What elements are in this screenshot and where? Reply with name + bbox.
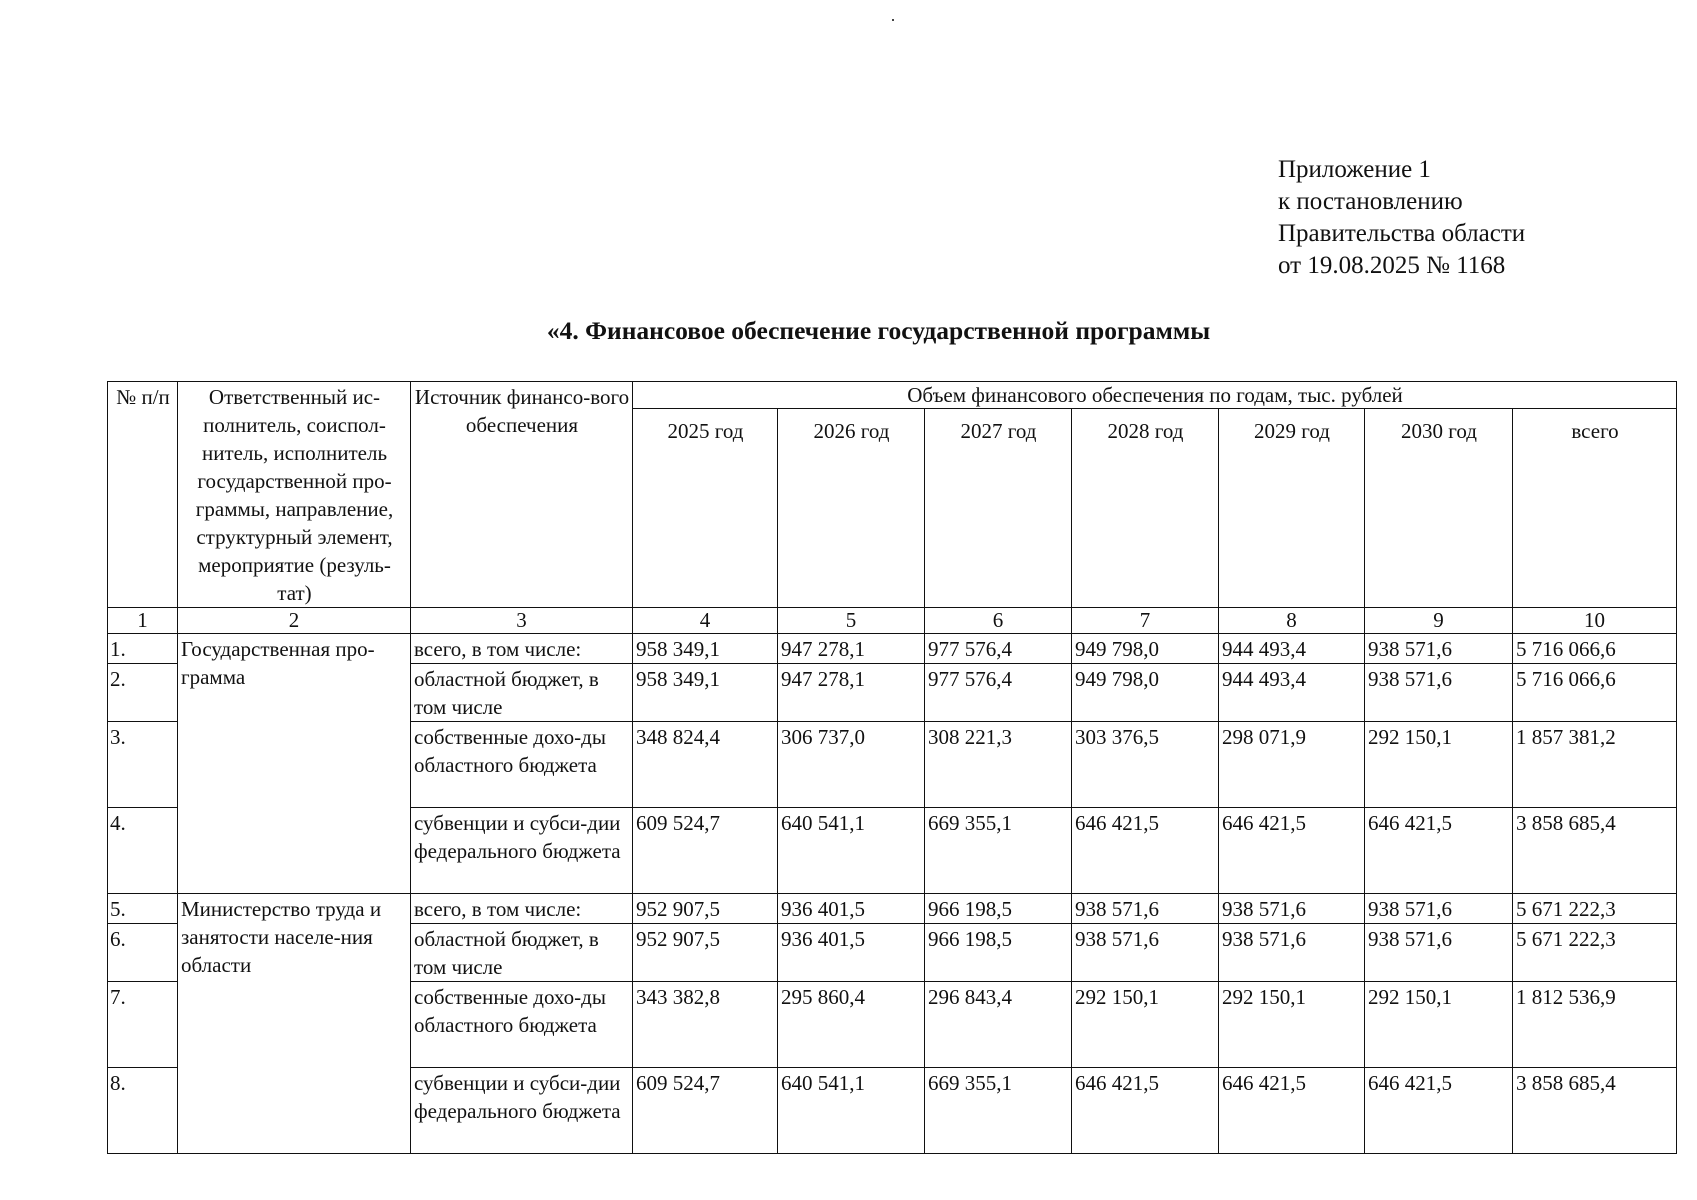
value-cell: 646 421,5 [1365,1068,1513,1154]
value-cell: 292 150,1 [1219,982,1365,1068]
source-cell: собственные дохо-ды областного бюджета [411,722,633,808]
value-cell: 646 421,5 [1219,808,1365,894]
column-number: 9 [1365,608,1513,634]
value-cell: 938 571,6 [1365,664,1513,722]
document-title: «4. Финансовое обеспечение государственной программы [546,316,1211,345]
value-cell: 308 221,3 [925,722,1072,808]
value-cell: 966 198,5 [925,924,1072,982]
value-cell: 938 571,6 [1219,924,1365,982]
value-cell: 646 421,5 [1365,808,1513,894]
value-cell: 640 541,1 [778,1068,925,1154]
value-cell: 977 576,4 [925,634,1072,664]
value-cell: 3 858 685,4 [1513,808,1677,894]
value-cell: 938 571,6 [1072,924,1219,982]
source-cell: субвенции и субси-дии федерального бюджета [411,1068,633,1154]
value-cell: 952 907,5 [633,924,778,982]
column-numbers-row [108,608,1677,634]
value-cell: 292 150,1 [1365,722,1513,808]
source-cell: областной бюджет, в том числе [411,924,633,982]
appendix-block [1278,154,1525,282]
executor-cell: Государственная про-грамма [178,634,411,894]
value-cell: 938 571,6 [1365,894,1513,924]
value-cell: 640 541,1 [778,808,925,894]
value-cell: 938 571,6 [1365,924,1513,982]
row-number: 8. [108,1068,178,1154]
appendix-line: от 19.08.2025 № 1168 [1278,252,1506,279]
value-cell: 292 150,1 [1072,982,1219,1068]
value-cell: 1 812 536,9 [1513,982,1677,1068]
header-cell-year: 2027 год [925,409,1072,608]
value-cell: 646 421,5 [1219,1068,1365,1154]
value-cell: 306 737,0 [778,722,925,808]
value-cell: 646 421,5 [1072,808,1219,894]
source-cell: субвенции и субси-дии федерального бюджета [411,808,633,894]
value-cell: 947 278,1 [778,664,925,722]
value-cell: 958 349,1 [633,634,778,664]
header-cell-executor: Ответственный ис-полнитель, соиспол-нитель, исполнитель государственной про-граммы, направление, структурный элемент, мероприятие (резуль-тат) [178,382,411,608]
value-cell: 295 860,4 [778,982,925,1068]
value-cell: 646 421,5 [1072,1068,1219,1154]
column-number: 5 [778,608,925,634]
column-number: 10 [1513,608,1677,634]
value-cell: 609 524,7 [633,808,778,894]
column-number: 4 [633,608,778,634]
value-cell: 949 798,0 [1072,664,1219,722]
value-cell: 5 671 222,3 [1513,894,1677,924]
value-cell: 669 355,1 [925,808,1072,894]
column-number: 7 [1072,608,1219,634]
source-cell: всего, в том числе: [411,894,633,924]
value-cell: 609 524,7 [633,1068,778,1154]
value-cell: 5 716 066,6 [1513,664,1677,722]
row-number: 3. [108,722,178,808]
header-cell-volume: Объем финансового обеспечения по годам, тыс. рублей [633,382,1677,409]
value-cell: 5 671 222,3 [1513,924,1677,982]
value-cell: 669 355,1 [925,1068,1072,1154]
header-cell-total: всего [1513,409,1677,608]
value-cell: 977 576,4 [925,664,1072,722]
value-cell: 947 278,1 [778,634,925,664]
value-cell: 936 401,5 [778,894,925,924]
value-cell: 938 571,6 [1219,894,1365,924]
column-number: 6 [925,608,1072,634]
column-number: 1 [108,608,178,634]
value-cell: 292 150,1 [1365,982,1513,1068]
row-number: 1. [108,634,178,664]
row-number: 6. [108,924,178,982]
financing-table [107,381,1677,1154]
value-cell: 938 571,6 [1072,894,1219,924]
header-row [108,382,1677,409]
value-cell: 3 858 685,4 [1513,1068,1677,1154]
column-number: 3 [411,608,633,634]
source-cell: областной бюджет, в том числе [411,664,633,722]
appendix-line: к постановлению [1278,188,1463,215]
header-cell-year: 2025 год [633,409,778,608]
column-number: 2 [178,608,411,634]
row-number: 5. [108,894,178,924]
header-cell-year: 2029 год [1219,409,1365,608]
value-cell: 348 824,4 [633,722,778,808]
value-cell: 303 376,5 [1072,722,1219,808]
header-cell-number: № п/п [108,382,178,608]
row-number: 2. [108,664,178,722]
value-cell: 938 571,6 [1365,634,1513,664]
executor-cell: Министерство труда и занятости населе-ния области [178,894,411,1154]
value-cell: 296 843,4 [925,982,1072,1068]
value-cell: 944 493,4 [1219,634,1365,664]
column-number: 8 [1219,608,1365,634]
value-cell: 966 198,5 [925,894,1072,924]
header-cell-year: 2028 год [1072,409,1219,608]
value-cell: 944 493,4 [1219,664,1365,722]
value-cell: 952 907,5 [633,894,778,924]
row-number: 4. [108,808,178,894]
appendix-line: Приложение 1 [1278,156,1431,183]
source-cell: собственные дохо-ды областного бюджета [411,982,633,1068]
value-cell: 343 382,8 [633,982,778,1068]
value-cell: 1 857 381,2 [1513,722,1677,808]
value-cell: 949 798,0 [1072,634,1219,664]
header-cell-year: 2026 год [778,409,925,608]
header-cell-year: 2030 год [1365,409,1513,608]
row-number: 7. [108,982,178,1068]
appendix-line: Правительства области [1278,220,1526,247]
header-cell-source: Источник финансо-вого обеспечения [411,382,633,608]
table-row [108,894,1677,924]
value-cell: 5 716 066,6 [1513,634,1677,664]
scan-artifact-dot [892,19,894,21]
value-cell: 936 401,5 [778,924,925,982]
value-cell: 298 071,9 [1219,722,1365,808]
source-cell: всего, в том числе: [411,634,633,664]
value-cell: 958 349,1 [633,664,778,722]
table-row [108,634,1677,664]
